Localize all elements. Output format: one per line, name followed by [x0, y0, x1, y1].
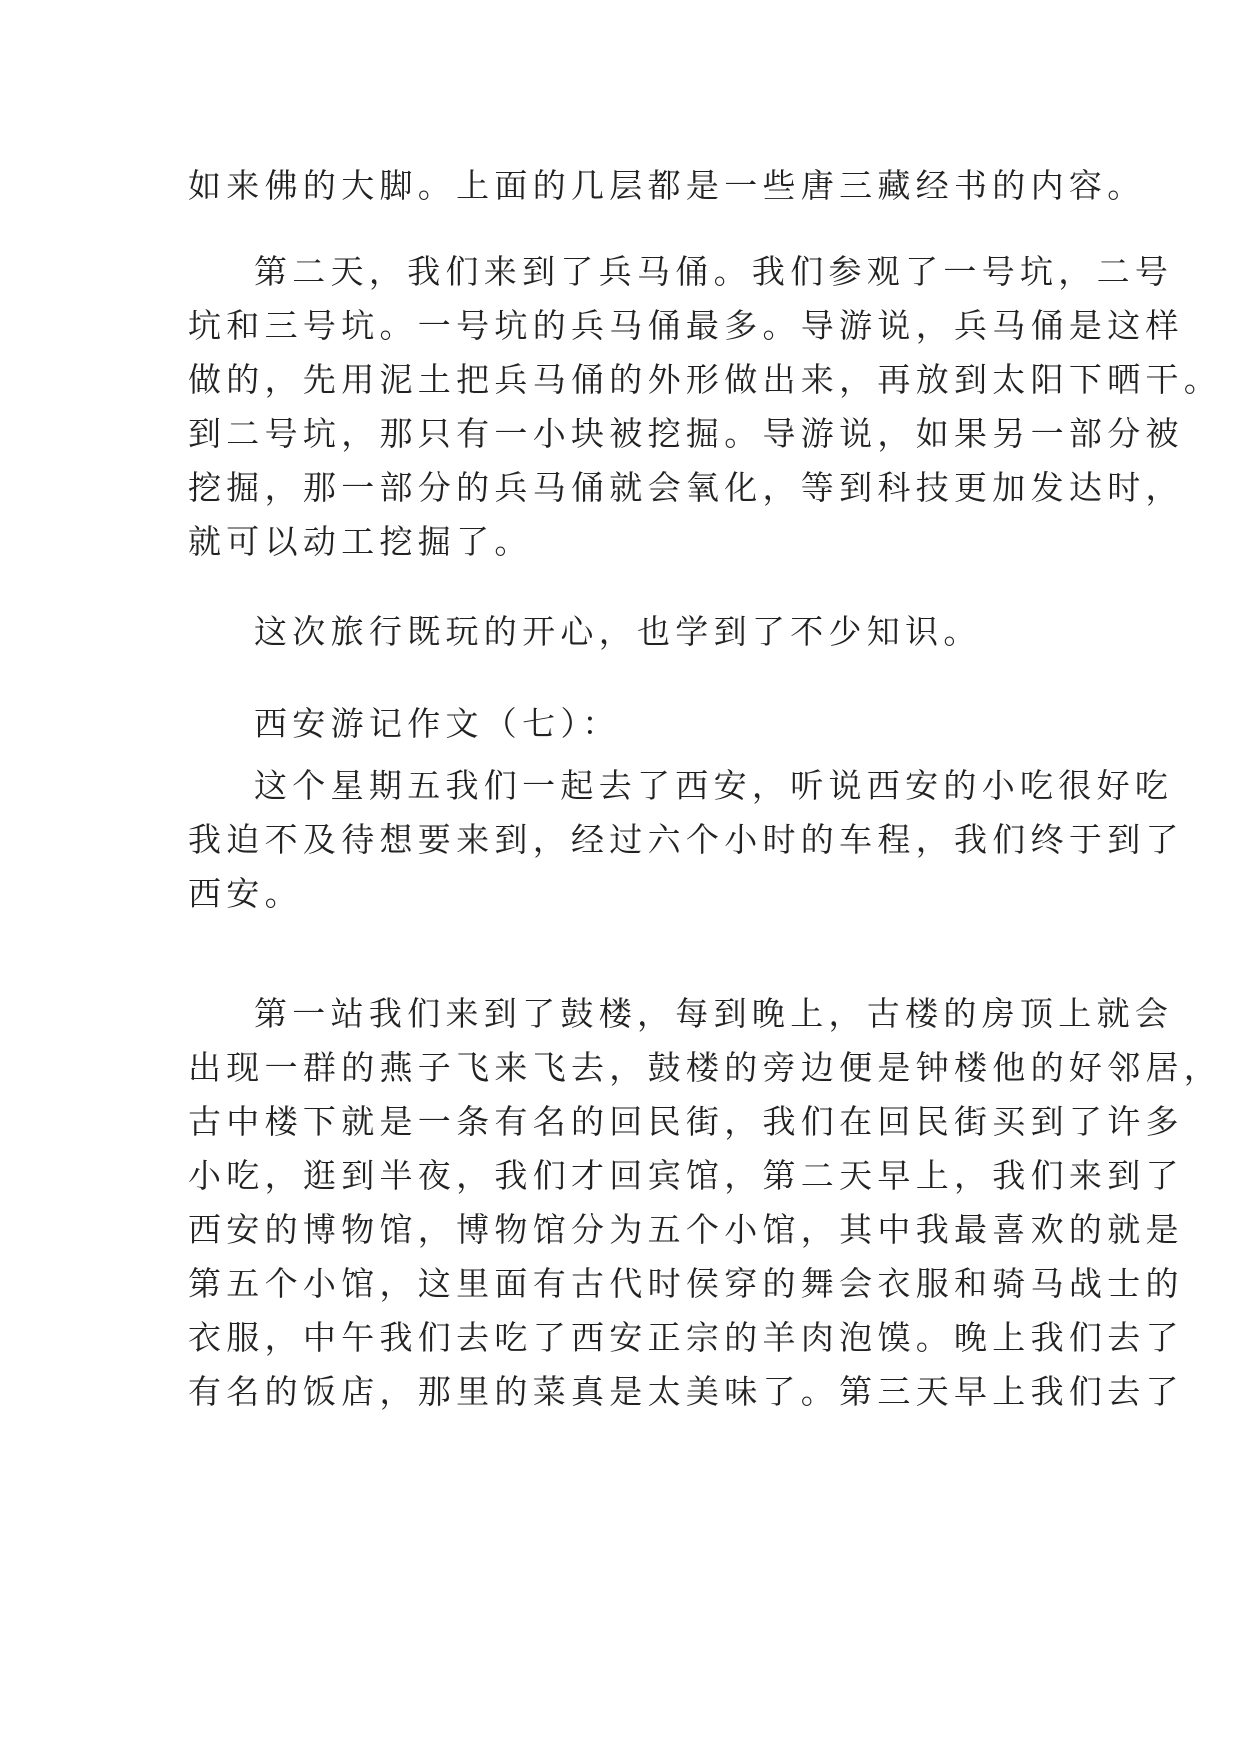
text-line: 有名的饭店，那里的菜真是太美味了。第三天早上我们去了 [188, 1372, 1184, 1411]
text-line: 西安的博物馆，博物馆分为五个小馆，其中我最喜欢的就是 [188, 1210, 1184, 1249]
text-line: 如来佛的大脚。上面的几层都是一些唐三藏经书的内容。 [188, 166, 1146, 205]
text-line: 到二号坑，那只有一小块被挖掘。导游说，如果另一部分被 [188, 414, 1184, 453]
paragraph-first-line: 这个星期五我们一起去了西安，听说西安的小吃很好吃 [254, 766, 1174, 805]
text-line: 古中楼下就是一条有名的回民街，我们在回民街买到了许多 [188, 1102, 1184, 1141]
text-line: 就可以动工挖掘了。 [188, 522, 533, 561]
paragraph-first-line: 第二天，我们来到了兵马俑。我们参观了一号坑，二号 [254, 252, 1174, 291]
paragraph-first-line: 这次旅行既玩的开心，也学到了不少知识。 [254, 612, 982, 651]
text-line: 挖掘，那一部分的兵马俑就会氧化，等到科技更加发达时， [188, 468, 1184, 507]
text-line: 我迫不及待想要来到，经过六个小时的车程，我们终于到了 [188, 820, 1184, 859]
text-line: 衣服，中午我们去吃了西安正宗的羊肉泡馍。晚上我们去了 [188, 1318, 1184, 1357]
text-line: 西安。 [188, 874, 303, 913]
text-line: 出现一群的燕子飞来飞去，鼓楼的旁边便是钟楼他的好邻居， [188, 1048, 1223, 1087]
text-line: 小吃，逛到半夜，我们才回宾馆，第二天早上，我们来到了 [188, 1156, 1184, 1195]
text-line: 第五个小馆，这里面有古代时侯穿的舞会衣服和骑马战士的 [188, 1264, 1184, 1303]
text-line: 做的，先用泥土把兵马俑的外形做出来，再放到太阳下晒干。 [188, 360, 1223, 399]
text-line: 坑和三号坑。一号坑的兵马俑最多。导游说，兵马俑是这样 [188, 306, 1184, 345]
section-heading: 西安游记作文（七）： [254, 704, 621, 743]
paragraph-first-line: 第一站我们来到了鼓楼，每到晚上，古楼的房顶上就会 [254, 994, 1174, 1033]
